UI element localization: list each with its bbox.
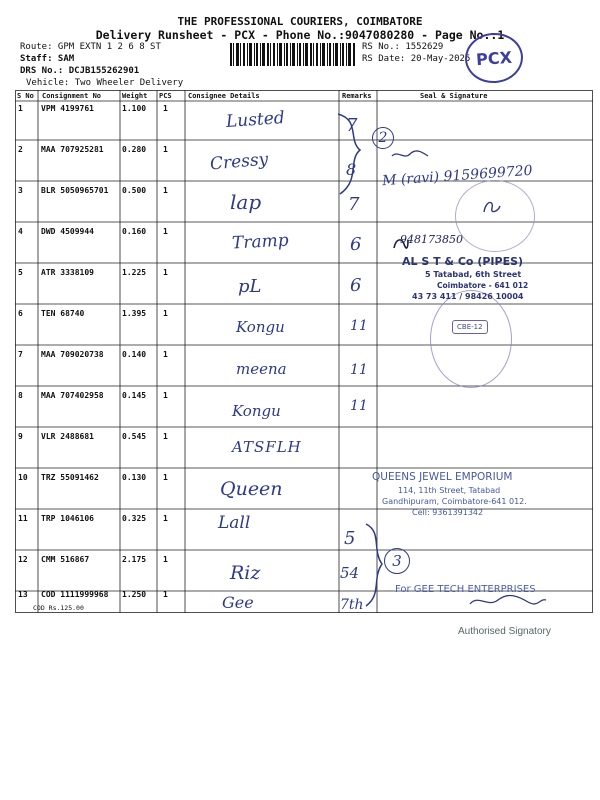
row-weight: 0.130 — [122, 473, 147, 482]
row-consignment: BLR 5050965701 — [41, 186, 109, 195]
handwritten-mobile: M (ravi) 9159699720 — [381, 162, 534, 190]
row-pcs: 1 — [163, 473, 168, 482]
handwritten-remark: 5 — [344, 528, 356, 549]
row-consignment: MAA 709020738 — [41, 350, 104, 359]
alst-stamp-address2: Coimbatore - 641 012 — [437, 281, 529, 290]
alst-stamp-phone: 43 73 411 / 98426 10004 — [412, 292, 524, 301]
barcode — [230, 43, 355, 66]
pcx-stamp: PCX — [463, 31, 524, 85]
authorised-signatory: Authorised Signatory — [458, 626, 551, 637]
row-sno: 1 — [18, 104, 23, 113]
row-weight: 0.500 — [122, 186, 147, 195]
row-pcs: 1 — [163, 309, 168, 318]
row-sno: 8 — [18, 391, 23, 400]
route-text: Route: GPM EXTN 1 2 6 8 ST — [20, 42, 161, 52]
handwritten-consignee: Kongu — [232, 402, 281, 420]
col-pcs: PCS — [159, 92, 172, 100]
row-pcs: 1 — [163, 391, 168, 400]
row-pcs: 1 — [163, 590, 168, 599]
row-pcs: 1 — [163, 227, 168, 236]
handwritten-consignee: Lall — [218, 513, 251, 533]
handwritten-consignee: Tramp — [231, 230, 290, 254]
rs-date: RS Date: 20-May-2025 — [362, 54, 471, 64]
row-consignment: MAA 707402958 — [41, 391, 104, 400]
row-consignment: MAA 707925281 — [41, 145, 104, 154]
handwritten-consignee: Cressy — [209, 149, 270, 175]
row-consignment: VPM 4199761 — [41, 104, 94, 113]
alst-stamp-address1: 5 Tatabad, 6th Street — [425, 270, 522, 279]
row-consignment: TRP 1046106 — [41, 514, 94, 523]
row-consignment: CMM 516867 — [41, 555, 90, 564]
handwritten-consignee: pL — [238, 276, 262, 297]
row-pcs: 1 — [163, 350, 168, 359]
handwritten-consignee: Kongu — [236, 318, 285, 336]
row-sno: 2 — [18, 145, 23, 154]
vehicle-text: Vehicle: Two Wheeler Delivery — [26, 78, 184, 88]
handwritten-remark: 7th — [340, 597, 364, 613]
handwritten-remark: 8 — [346, 160, 357, 179]
row-sno: 3 — [18, 186, 23, 195]
geetech-stamp: For GEE TECH ENTERPRISES — [395, 584, 536, 595]
row-consignment: ATR 3338109 — [41, 268, 94, 277]
handwritten-remark: 11 — [350, 362, 368, 378]
row-weight: 1.225 — [122, 268, 147, 277]
staff-text: Staff: SAM — [20, 54, 75, 64]
row-consignment: TEN 68740 — [41, 309, 85, 318]
col-consignment: Consignment No — [42, 92, 102, 100]
runsheet-subtitle: Delivery Runsheet - PCX - Phone No.:9047080280 - Page No.:1 — [95, 28, 505, 42]
row-weight: 0.280 — [122, 145, 147, 154]
handwritten-remark: 11 — [350, 398, 368, 414]
handwritten-consignee: Queen — [220, 478, 283, 500]
col-seal-signature: Seal & Signature — [420, 92, 488, 100]
row-sno: 12 — [18, 555, 28, 564]
row-consignment: DWD 4509944 — [41, 227, 94, 236]
row-pcs: 1 — [163, 145, 168, 154]
handwritten-remark: 7 — [346, 115, 358, 136]
row-pcs: 1 — [163, 268, 168, 277]
queens-stamp-address2: Gandhipuram, Coimbatore-641 012. — [382, 497, 527, 506]
handwritten-remark: 7 — [348, 194, 360, 215]
cod-amount: COD Rs.125.00 — [33, 604, 84, 612]
row-pcs: 1 — [163, 555, 168, 564]
row-sno: 13 — [18, 590, 28, 599]
handwritten-consignee: Riz — [230, 562, 261, 584]
handwritten-consignee: Lusted — [225, 107, 286, 133]
row-weight: 0.325 — [122, 514, 147, 523]
row-consignment: TRZ 55091462 — [41, 473, 99, 482]
row-sno: 10 — [18, 473, 28, 482]
row-sno: 6 — [18, 309, 23, 318]
round-stamp — [455, 180, 535, 252]
signature — [392, 236, 410, 252]
row-sno: 4 — [18, 227, 23, 236]
row-pcs: 1 — [163, 104, 168, 113]
row-consignment: VLR 2488681 — [41, 432, 94, 441]
drs-number: DRS No.: DCJB155262901 — [20, 66, 140, 76]
row-weight: 0.145 — [122, 391, 147, 400]
row-weight: 0.545 — [122, 432, 147, 441]
cbe-stamp: CBE-12 — [452, 320, 488, 334]
row-pcs: 1 — [163, 432, 168, 441]
handwritten-phone: 948173850 — [400, 233, 463, 246]
handwritten-remark: 54 — [340, 564, 360, 582]
col-consignee: Consignee Details — [188, 92, 260, 100]
handwritten-remark: 6 — [350, 275, 362, 296]
queens-stamp-address1: 114, 11th Street, Tatabad — [398, 486, 501, 495]
queens-stamp-cell: Cell: 9361391342 — [412, 508, 484, 517]
row-weight: 1.100 — [122, 104, 147, 113]
col-sno: S No — [17, 92, 34, 100]
row-weight: 0.140 — [122, 350, 147, 359]
row-pcs: 1 — [163, 186, 168, 195]
row-sno: 7 — [18, 350, 23, 359]
handwritten-consignee: lap — [230, 190, 262, 214]
handwritten-brace — [330, 110, 380, 200]
handwritten-consignee: ATSFLH — [232, 438, 302, 456]
alst-stamp-name: AL S T & Co (PIPES) — [402, 255, 524, 268]
col-weight: Weight — [122, 92, 148, 100]
row-weight: 1.395 — [122, 309, 147, 318]
handwritten-remark: 11 — [350, 318, 368, 334]
row-consignment: COD 1111999968 — [41, 590, 109, 599]
row-weight: 0.160 — [122, 227, 147, 236]
handwritten-consignee: Gee — [222, 593, 254, 612]
row-sno: 11 — [18, 514, 28, 523]
handwritten-consignee: meena — [236, 360, 287, 378]
circled-number: 2 — [372, 127, 394, 149]
row-pcs: 1 — [163, 514, 168, 523]
signature — [390, 148, 430, 162]
handwritten-remark: 6 — [350, 234, 362, 255]
row-weight: 1.250 — [122, 590, 147, 599]
queens-stamp-name: QUEENS JEWEL EMPORIUM — [372, 471, 513, 483]
col-remarks: Remarks — [342, 92, 372, 100]
row-sno: 5 — [18, 268, 23, 277]
company-title: THE PROFESSIONAL COURIERS, COIMBATORE — [177, 15, 423, 28]
row-weight: 2.175 — [122, 555, 147, 564]
circled-number: 3 — [384, 548, 410, 574]
round-stamp — [430, 290, 512, 388]
rs-number: RS No.: 1552629 — [362, 42, 444, 52]
row-sno: 9 — [18, 432, 23, 441]
